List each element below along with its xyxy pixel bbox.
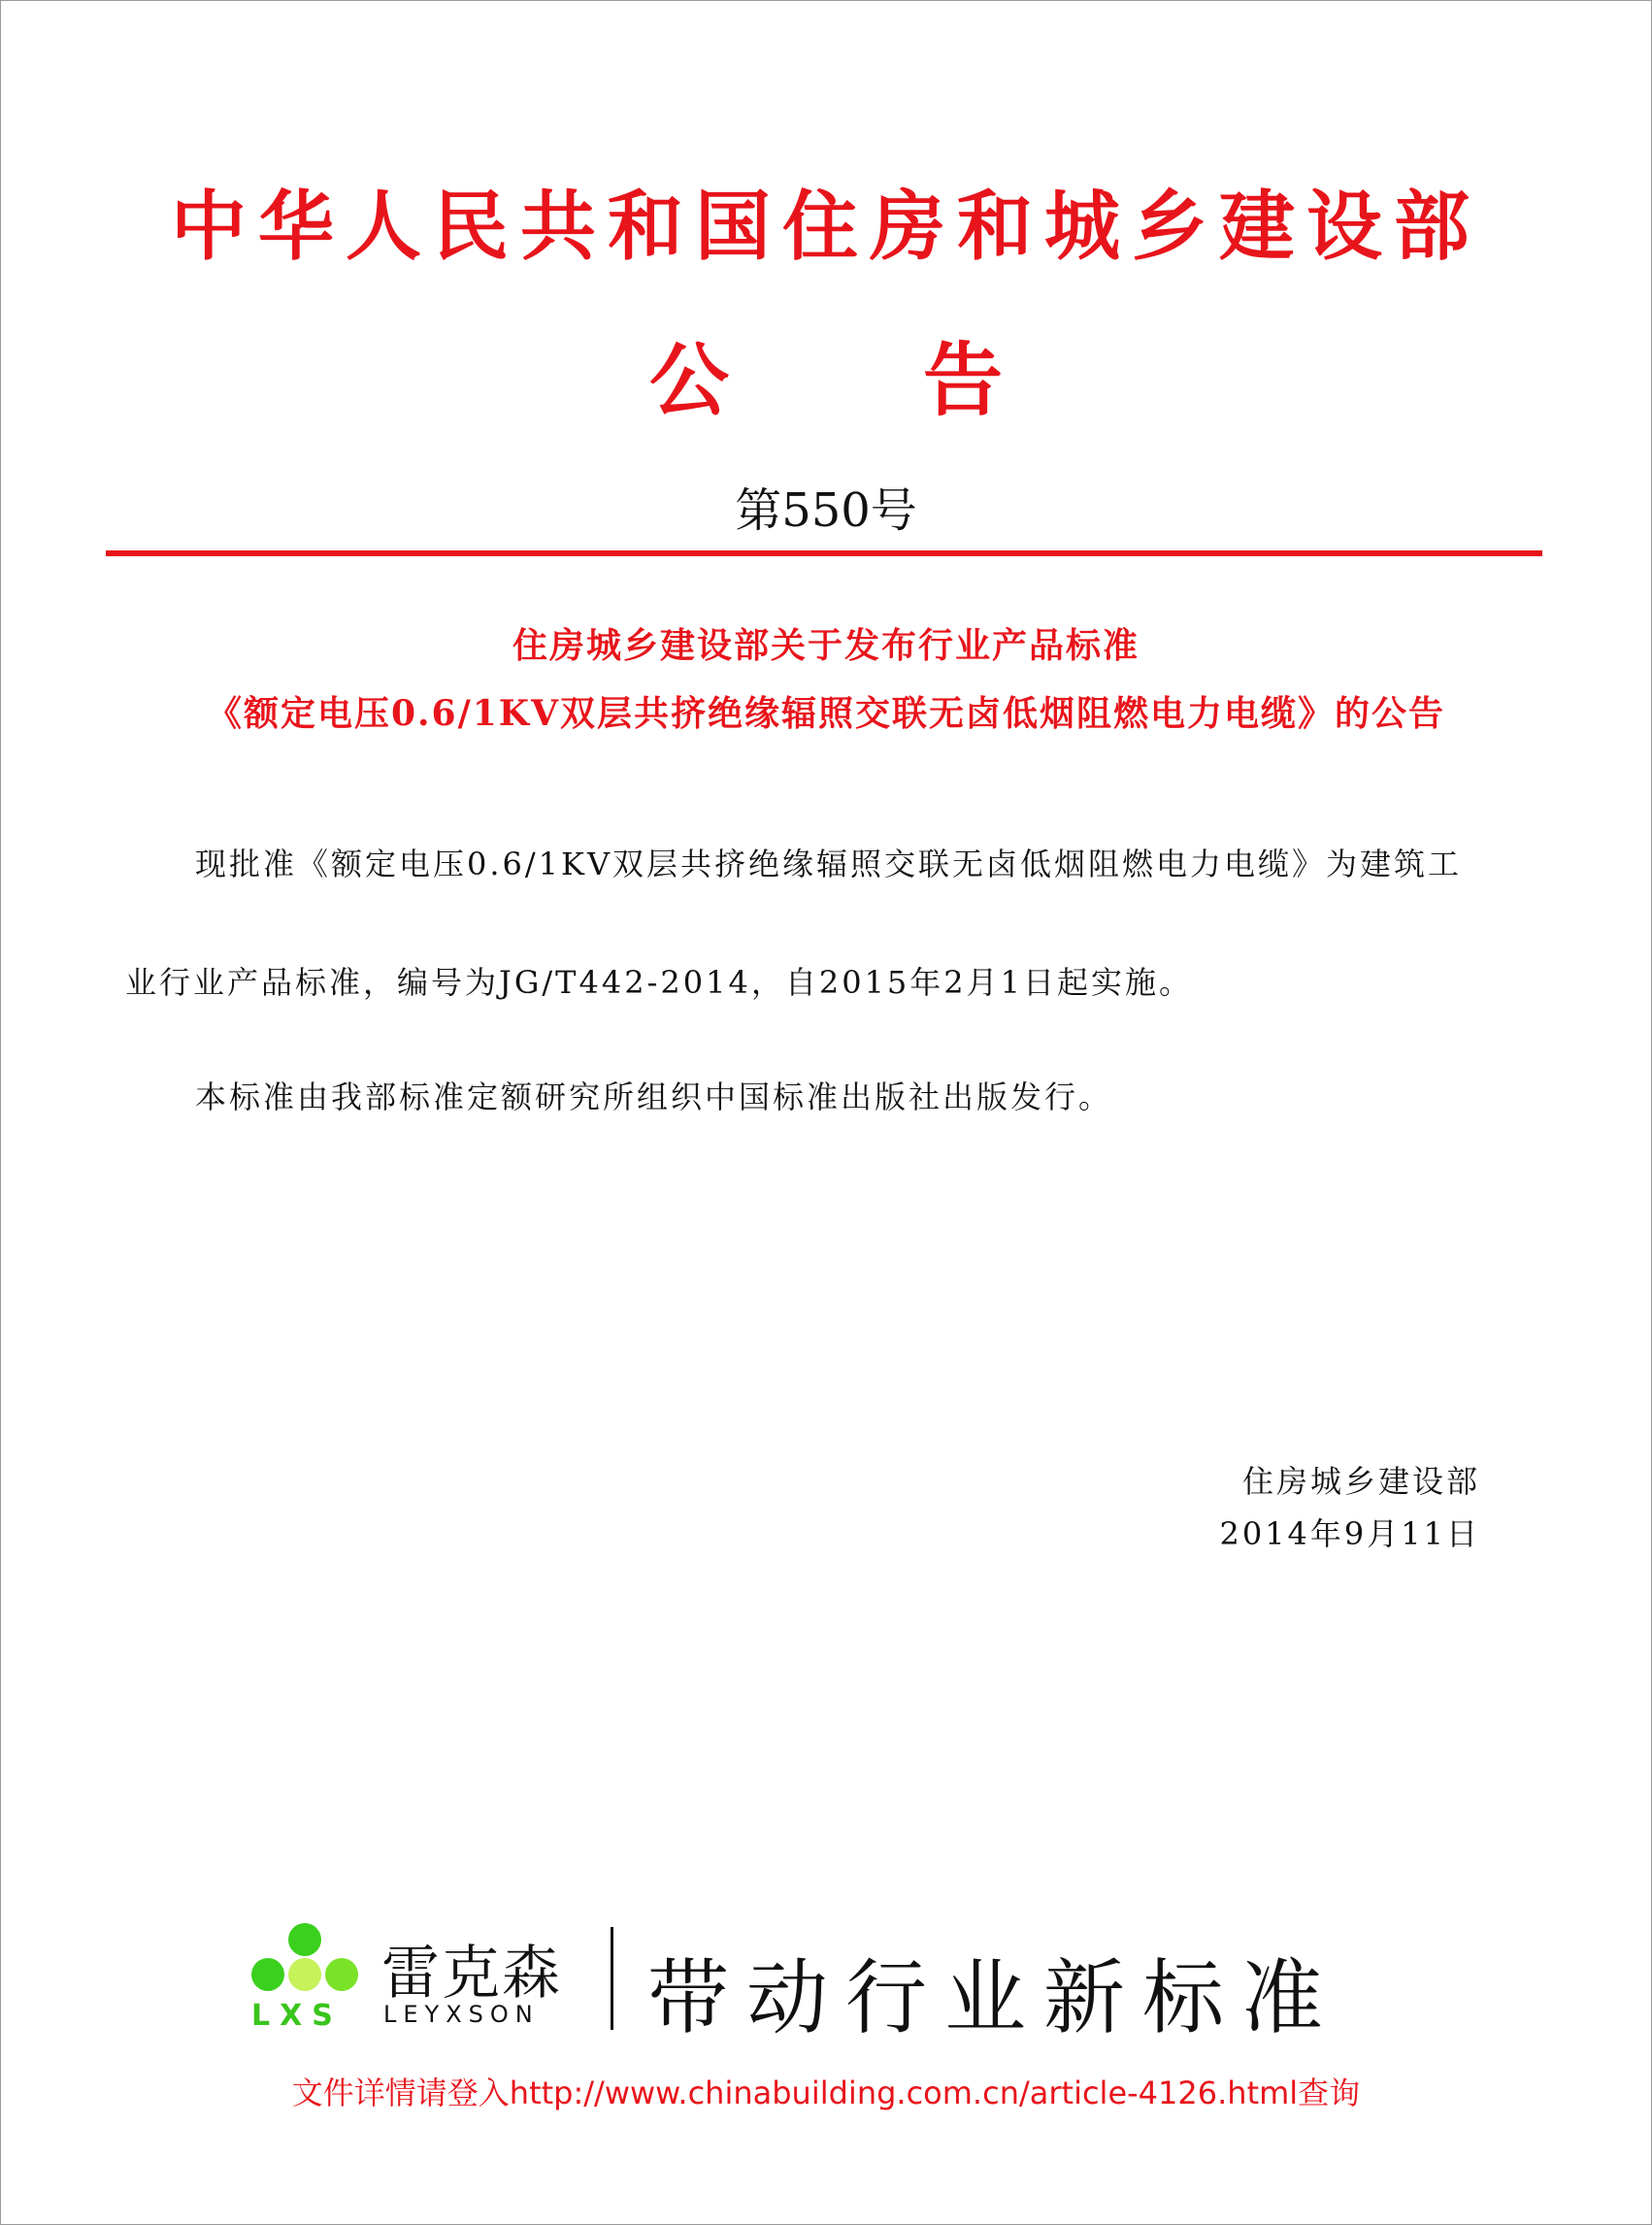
issuing-authority-title: 中华人民共和国住房和城乡建设部 bbox=[170, 183, 1481, 271]
leyxson-logo-icon bbox=[251, 1923, 358, 2033]
brand-banner bbox=[251, 1923, 1416, 2045]
document-number: 第550号 bbox=[735, 483, 917, 538]
brand-slogan: 带动行业新标准 bbox=[647, 1950, 1341, 2045]
body-paragraph-1-line-2: 业行业产品标准，编号为JG/T442-2014，自2015年2月1日起实施。 bbox=[125, 964, 1194, 1001]
brand-name-english: LEYXSON bbox=[383, 2001, 540, 2028]
signature-organization: 住房城乡建设部 bbox=[1241, 1463, 1480, 1500]
brand-divider bbox=[611, 1927, 613, 2030]
body-paragraph-1-line-1: 现批准《额定电压0.6/1KV双层共挤绝缘辐照交联无卤低烟阻燃电力电缆》为建筑工 bbox=[195, 846, 1463, 882]
notice-title: 公告 bbox=[649, 334, 1197, 427]
signature-date: 2014年9月11日 bbox=[1219, 1515, 1480, 1552]
subject-line-1: 住房城乡建设部关于发布行业产品标准 bbox=[512, 625, 1140, 666]
logo-letters: LXS bbox=[251, 1999, 343, 2033]
subject-line-2: 《额定电压0.6/1KV双层共挤绝缘辐照交联无卤低烟阻燃电力电缆》的公告 bbox=[206, 693, 1446, 734]
red-divider-line bbox=[106, 550, 1542, 556]
body-paragraph-2: 本标准由我部标准定额研究所组织中国标准出版社出版发行。 bbox=[195, 1079, 1113, 1115]
brand-name-chinese: 雷克森 bbox=[381, 1940, 562, 2008]
footer-link[interactable]: 文件详情请登入http://www.chinabuilding.com.cn/article-4126.html查询 bbox=[291, 2075, 1361, 2111]
